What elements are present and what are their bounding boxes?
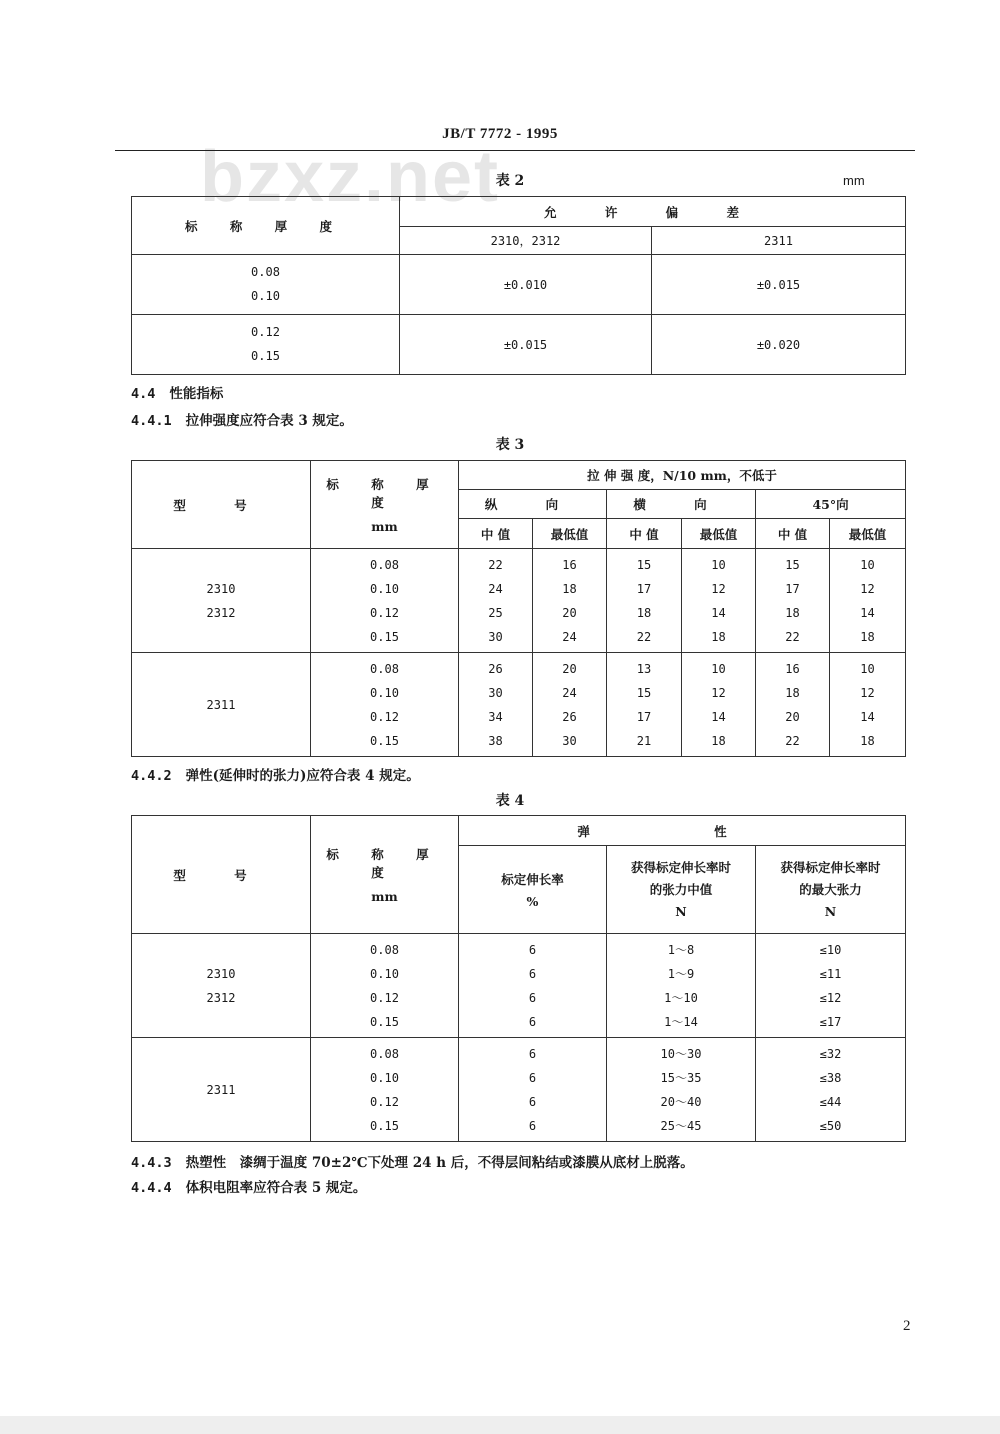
table4-header-thickness: 标 称 厚 度 mm — [311, 816, 459, 934]
page-number: 2 — [903, 1318, 911, 1334]
table4-model-group1: 2310 2312 — [132, 934, 311, 1038]
table3-cell: 13 15 17 21 — [607, 653, 682, 757]
table2-cell: ±0.015 — [652, 255, 906, 315]
table3-cell: 16 18 20 24 — [533, 549, 607, 653]
table-row — [132, 1038, 906, 1142]
table3-model-group2: 2311 — [132, 653, 311, 757]
table3-header-min: 最低值 — [682, 519, 756, 549]
table2-header-2311: 2311 — [652, 227, 906, 255]
table-row — [132, 934, 906, 1038]
table3-header-longitudinal: 纵 向 — [459, 490, 607, 519]
table4-header-elasticity: 弹 性 — [459, 816, 906, 846]
table4-cell: ≤32 ≤38 ≤44 ≤50 — [756, 1038, 906, 1142]
table4-cell: 1～8 1～9 1～10 1～14 — [607, 934, 756, 1038]
section-4-4: 4.4 性能指标 — [131, 386, 224, 402]
table4-model-group2: 2311 — [132, 1038, 311, 1142]
table4-header-model: 型 号 — [132, 816, 311, 934]
table-row — [132, 315, 906, 375]
table-row — [132, 653, 906, 757]
table3-header-strength: 拉 伸 强 度，N/10 mm，不低于 — [459, 461, 906, 490]
table3-header-transverse: 横 向 — [607, 490, 756, 519]
table3-header-model: 型 号 — [132, 461, 311, 549]
table3-header-45deg: 45°向 — [756, 490, 906, 519]
section-4-4-1: 4.4.1 拉伸强度应符合表 3 规定。 — [131, 413, 353, 429]
table3-cell: 15 17 18 22 — [756, 549, 830, 653]
table3-cell-thickness: 0.08 0.10 0.12 0.15 — [311, 549, 459, 653]
table3-header-median: 中 值 — [607, 519, 682, 549]
table3-cell: 10 12 14 18 — [830, 653, 906, 757]
table2-header-2310-2312: 2310，2312 — [400, 227, 652, 255]
section-4-4-2: 4.4.2 弹性(延伸时的张力)应符合表 4 规定。 — [131, 768, 420, 784]
table4-header-elongation: 标定伸长率 % — [459, 846, 607, 934]
table4 — [131, 815, 906, 1142]
section-4-4-4: 4.4.4 体积电阻率应符合表 5 规定。 — [131, 1180, 367, 1196]
table2-header-deviation: 允 许 偏 差 — [400, 197, 906, 227]
table3 — [131, 460, 906, 757]
table3-model-group1: 2310 2312 — [132, 549, 311, 653]
footer-bar — [0, 1416, 1000, 1434]
table4-cell: ≤10 ≤11 ≤12 ≤17 — [756, 934, 906, 1038]
table4-cell: 6 6 6 6 — [459, 934, 607, 1038]
table4-cell-thickness: 0.08 0.10 0.12 0.15 — [311, 1038, 459, 1142]
table2-caption: 表 2 — [495, 173, 525, 189]
table3-cell: 15 17 18 22 — [607, 549, 682, 653]
table3-header-min: 最低值 — [830, 519, 906, 549]
table4-header-median-tension: 获得标定伸长率时 的张力中值 N — [607, 846, 756, 934]
table4-cell: 6 6 6 6 — [459, 1038, 607, 1142]
table3-cell: 22 24 25 30 — [459, 549, 533, 653]
table2-cell-thickness: 0.08 0.10 — [132, 255, 400, 315]
table2-cell: ±0.020 — [652, 315, 906, 375]
table3-caption: 表 3 — [495, 437, 525, 453]
table2 — [131, 196, 906, 375]
table-row — [132, 549, 906, 653]
table2-unit: mm — [843, 173, 865, 188]
table3-cell: 10 12 14 18 — [682, 653, 756, 757]
table4-cell: 10～30 15～35 20～40 25～45 — [607, 1038, 756, 1142]
table4-caption: 表 4 — [495, 793, 525, 809]
table3-header-thickness: 标 称 厚 度 mm — [311, 461, 459, 549]
table3-cell: 10 12 14 18 — [682, 549, 756, 653]
table-row — [132, 255, 906, 315]
table3-header-median: 中 值 — [756, 519, 830, 549]
table3-cell: 26 30 34 38 — [459, 653, 533, 757]
document-header: JB/T 7772 - 1995 — [442, 126, 558, 142]
table4-cell-thickness: 0.08 0.10 0.12 0.15 — [311, 934, 459, 1038]
table4-header-max-tension: 获得标定伸长率时 的最大张力 N — [756, 846, 906, 934]
table2-cell-thickness: 0.12 0.15 — [132, 315, 400, 375]
table3-cell: 10 12 14 18 — [830, 549, 906, 653]
watermark: bzxz.net — [200, 137, 501, 217]
table3-cell: 20 24 26 30 — [533, 653, 607, 757]
table2-cell: ±0.010 — [400, 255, 652, 315]
header-rule — [115, 150, 915, 151]
section-4-4-3: 4.4.3 热塑性 漆绸于温度 70±2℃下处理 24 h 后，不得层间粘结或漆膜从底材上脱落。 — [131, 1155, 694, 1171]
table3-header-median: 中 值 — [459, 519, 533, 549]
table3-cell: 16 18 20 22 — [756, 653, 830, 757]
table2-cell: ±0.015 — [400, 315, 652, 375]
table3-cell-thickness: 0.08 0.10 0.12 0.15 — [311, 653, 459, 757]
table2-header-thickness: 标 称 厚 度 — [132, 197, 400, 255]
table3-header-min: 最低值 — [533, 519, 607, 549]
